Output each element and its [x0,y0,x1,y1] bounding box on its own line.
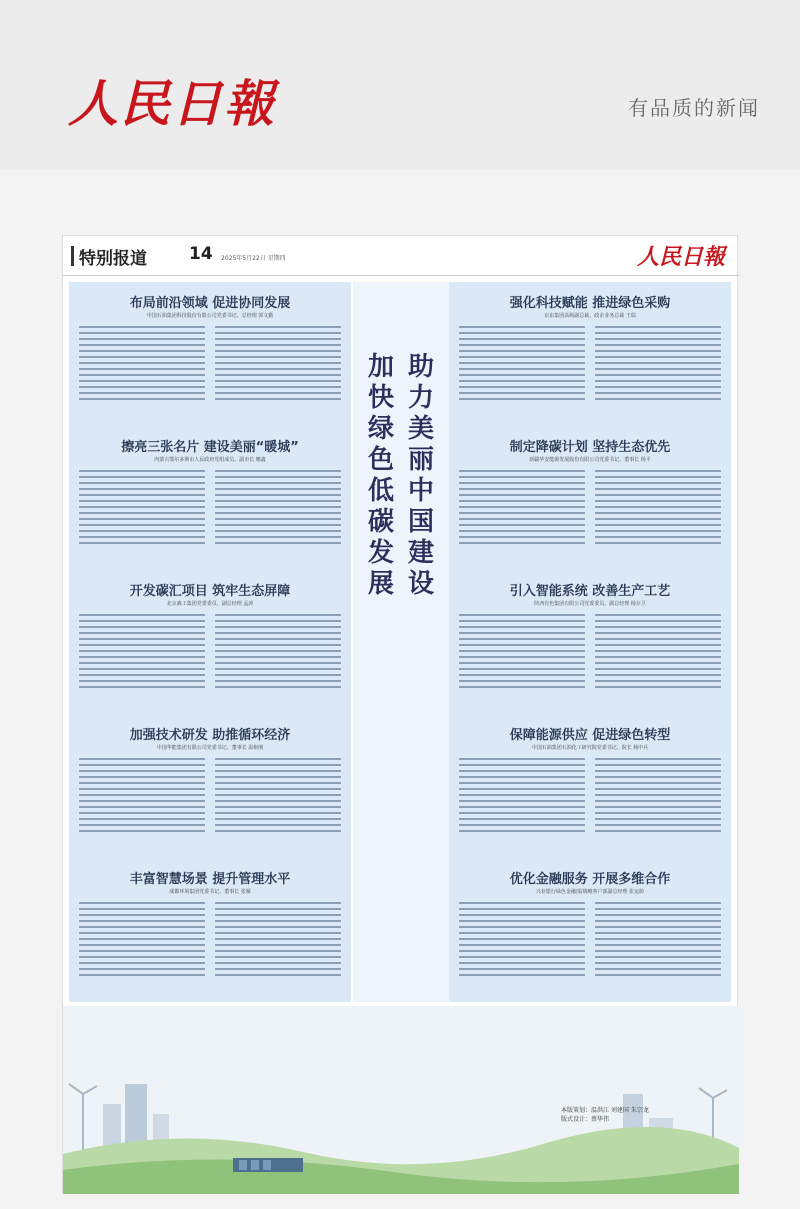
article-right-2[interactable] [449,436,731,572]
article-byline: 中国石油集团石油化工研究院党委书记、院长 杨中兵 [531,745,649,751]
article-byline: 中国石油集团科技股份有限公司党委书记、总经理 郭文勤 [146,313,274,319]
article-body [459,902,721,998]
article-title: 优化金融服务 开展多维合作 [509,872,671,887]
credit-design: 版式设计：蔡华伟 [561,1116,610,1123]
article-byline: 内蒙古鄂尔多斯市人民政府党组成员、副市长 娜鑫 [154,457,266,463]
article-title: 保障能源供应 促进绿色转型 [509,728,671,743]
article-body [459,326,721,422]
article-left-1[interactable] [69,292,351,428]
article-byline: 新疆华安能源发展股份有限公司党委书记、董事长 杨平 [529,457,651,463]
left-column [69,282,351,1002]
masthead-bar [71,246,74,266]
page-masthead [63,236,739,276]
brand-logo[interactable]: 人民日報 [68,74,276,133]
article-right-1[interactable] [449,292,731,428]
headline-line-1: 加快绿色低碳发展 [367,352,394,599]
article-title: 加强技术研发 助推循环经济 [129,728,291,743]
article-right-4[interactable] [449,724,731,860]
article-body [79,758,341,854]
article-byline: 中国华能集团有限公司党委书记、董事长 温枢刚 [156,745,264,751]
article-title: 强化科技赋能 推进绿色采购 [509,296,671,311]
green-city-illustration [63,1006,739,1194]
article-left-3[interactable] [69,580,351,716]
right-column [449,282,731,1002]
section-title: 特别报道 [79,249,147,269]
article-body [79,902,341,998]
article-right-3[interactable] [449,580,731,716]
article-left-5[interactable] [69,868,351,1004]
article-title: 擦亮三张名片 建设美丽“暖城” [121,440,299,455]
article-byline: 京东集团高级副总裁、政企业务总裁 王瑞 [544,313,636,319]
article-body [79,326,341,422]
article-left-4[interactable] [69,724,351,860]
article-body [79,614,341,710]
article-left-2[interactable] [69,436,351,572]
credit-planning: 本版策划：温洪江 刘建国 朱宗龙 [561,1107,649,1114]
article-body [459,470,721,566]
article-body [459,614,721,710]
article-byline: 北京森工集团党委委员、副总经理 孟涛 [166,601,254,607]
article-title: 布局前沿领域 促进协同发展 [129,296,291,311]
article-byline: 陕西有色集团有限公司党委委员、副总经理 杨存卫 [534,601,646,607]
page-credits [561,1106,649,1124]
article-title: 开发碳汇项目 筑牢生态屏障 [129,584,291,599]
newspaper-page [62,235,738,1193]
headline-line-2: 助力美丽中国建设 [407,352,434,599]
article-right-5[interactable] [449,868,731,1004]
article-title: 制定降碳计划 坚持生态优先 [509,440,671,455]
article-title: 丰富智慧场景 提升管理水平 [129,872,291,887]
article-body [79,470,341,566]
article-byline: 成都环境集团党委书记、董事长 张雁 [169,889,251,895]
center-headline-panel [353,282,449,1002]
article-body [459,758,721,854]
masthead-logo: 人民日報 [636,244,725,270]
article-title: 引入智能系统 改善生产工艺 [509,584,671,599]
issue-date: 2025年5月22日 星期四 [221,255,286,262]
brand-slogan: 有品质的新闻 [628,96,760,120]
article-byline: 兴业银行绿色金融部/战略客户部副总经理 张运龄 [535,889,645,895]
app-header [0,0,800,170]
landscape-illustration [63,1074,739,1194]
page-number: 14 [189,244,213,264]
